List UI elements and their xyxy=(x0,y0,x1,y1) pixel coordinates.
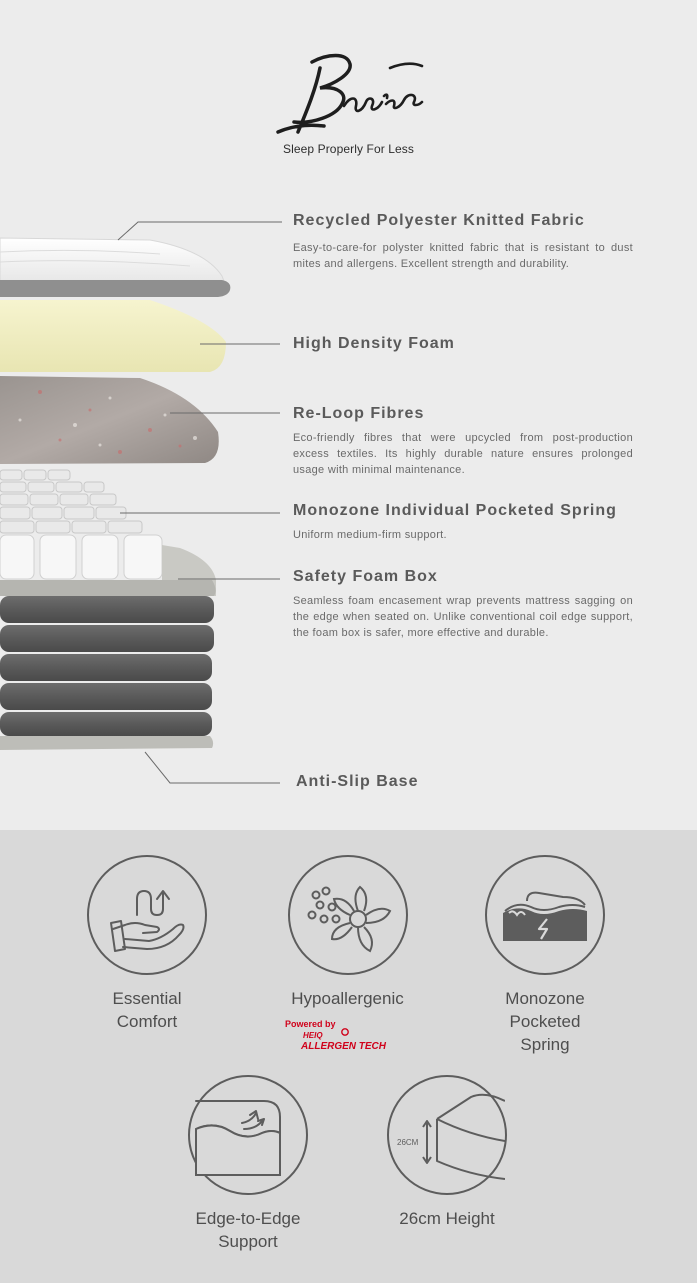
benefit-label: 26cm Height xyxy=(399,1209,495,1228)
benefit-essential-comfort xyxy=(82,855,212,1033)
feature-title: High Density Foam xyxy=(293,335,455,352)
feature-anti-slip-base xyxy=(296,773,636,791)
benefit-label: Monozone Pocketed Spring xyxy=(505,989,585,1054)
feature-title: Monozone Individual Pocketed Spring xyxy=(293,502,617,519)
feature-high-density-foam xyxy=(293,335,633,353)
allergen-tech-text: ALLERGEN TECH xyxy=(301,1041,386,1052)
benefit-circle xyxy=(288,855,408,975)
flower-pollen-icon xyxy=(290,857,406,973)
brand-tagline: Sleep Properly For Less xyxy=(282,142,415,156)
feature-description: Uniform medium-firm support. xyxy=(293,529,447,541)
height-icon xyxy=(389,1077,505,1193)
feature-title: Safety Foam Box xyxy=(293,568,438,585)
feature-recycled-fabric xyxy=(293,212,633,272)
benefit-circle xyxy=(87,855,207,975)
feature-description: Easy-to-care-for polyster knitted fabric that is resistant to dust mites and allergens. Excellent strength and durability. xyxy=(293,242,633,270)
powered-by-text: Powered by xyxy=(285,1019,336,1029)
hand-comfort-icon xyxy=(89,857,205,973)
benefit-height xyxy=(382,1075,512,1230)
feature-title: Re-Loop Fibres xyxy=(293,405,425,422)
benefit-monozone-spring xyxy=(480,855,610,1056)
mattress-spring-icon xyxy=(487,857,603,973)
benefit-circle xyxy=(387,1075,507,1195)
benefit-label: Hypoallergenic xyxy=(291,989,404,1008)
feature-safety-foam-box xyxy=(293,568,633,641)
height-value-text: 26CM xyxy=(397,1138,419,1147)
benefit-circle xyxy=(485,855,605,975)
benefit-edge-support xyxy=(183,1075,313,1253)
benefit-hypoallergenic xyxy=(270,855,425,1010)
feature-pocketed-spring xyxy=(293,502,633,543)
feature-description: Seamless foam encasement wrap prevents mattress sagging on the edge when seated on. Unlike conventional coil edge support, the foam box is safer, more effective and durable. xyxy=(293,595,633,639)
heiq-allergen-tech-logo xyxy=(283,1017,413,1053)
feature-reloop-fibres xyxy=(293,405,633,478)
edge-support-icon xyxy=(190,1077,306,1193)
feature-title: Anti-Slip Base xyxy=(296,773,419,790)
feature-description: Eco-friendly fibres that were upcycled from post-production excess textiles. Its highly durable nature ensures prolonged usage with minimal maintenance. xyxy=(293,432,633,476)
feature-title: Recycled Polyester Knitted Fabric xyxy=(293,212,585,229)
benefit-label: Edge-to-Edge Support xyxy=(195,1209,301,1251)
benefit-circle xyxy=(188,1075,308,1195)
benefit-label: Essential Comfort xyxy=(112,989,182,1031)
heiq-brand-text: HEIQ xyxy=(303,1031,323,1040)
